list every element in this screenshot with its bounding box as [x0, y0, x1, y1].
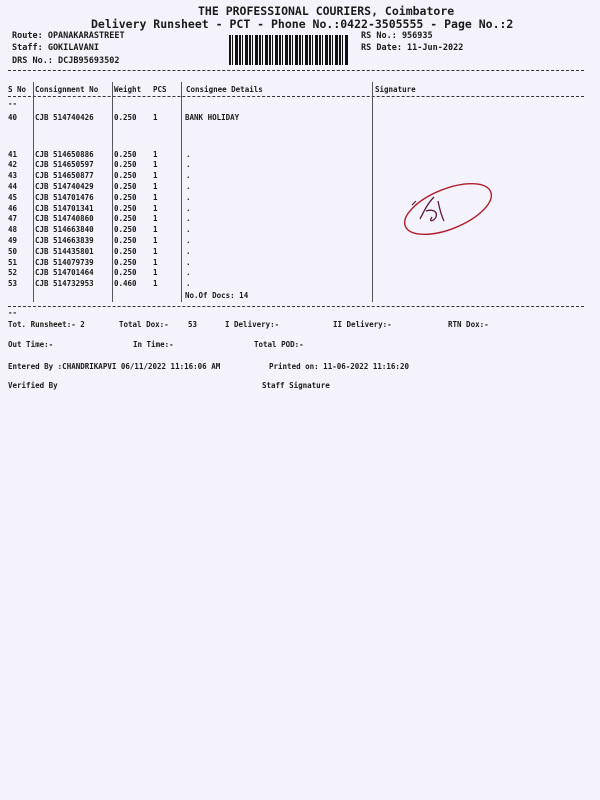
row-sno: 53 — [8, 279, 18, 288]
row-sno: 49 — [8, 236, 18, 245]
rs-number: RS No.: 956935 — [361, 31, 433, 41]
row-details: . — [186, 214, 191, 223]
out-time: Out Time:- — [8, 340, 54, 349]
row-pcs: 1 — [153, 160, 158, 169]
row-weight: 0.250 — [114, 171, 137, 180]
row-consignment: CJB 514740860 — [35, 214, 94, 223]
row-sno: 46 — [8, 204, 18, 213]
row-details: . — [186, 193, 191, 202]
row-consignment: CJB 514740429 — [35, 182, 94, 191]
row-consignment: CJB 514740426 — [35, 113, 94, 122]
row-pcs: 1 — [153, 258, 158, 267]
row-pcs: 1 — [153, 113, 158, 122]
barcode — [229, 35, 349, 65]
docs-count: No.Of Docs: 14 — [185, 291, 249, 300]
row-weight: 0.250 — [114, 150, 137, 159]
row-details: . — [186, 204, 191, 213]
row-weight: 0.250 — [114, 236, 137, 245]
row-consignment: CJB 514732953 — [35, 279, 94, 288]
staff-signature: Staff Signature — [262, 381, 330, 390]
column-line — [33, 82, 34, 302]
row-weight: 0.250 — [114, 113, 137, 122]
row-consignment: CJB 514650597 — [35, 160, 94, 169]
col-pcs: PCS — [153, 85, 167, 94]
runsheet-title: Delivery Runsheet - PCT - Phone No.:0422-3505555 - Page No.:2 — [91, 17, 514, 31]
total-dox-label: Total Dox:- — [119, 320, 169, 329]
col-sno: S No — [8, 85, 27, 94]
row-pcs: 1 — [153, 193, 158, 202]
row-sno: 51 — [8, 258, 18, 267]
col-details: Consignee Details — [186, 85, 263, 94]
row-sno: 52 — [8, 268, 18, 277]
row-pcs: 1 — [153, 268, 158, 277]
row-sno: 40 — [8, 113, 18, 122]
row-sno: 45 — [8, 193, 18, 202]
row-weight: 0.250 — [114, 247, 137, 256]
row-weight: 0.250 — [114, 258, 137, 267]
row-pcs: 1 — [153, 214, 158, 223]
row-details: . — [186, 150, 191, 159]
row-details: BANK HOLIDAY — [185, 113, 240, 122]
row-weight: 0.250 — [114, 204, 137, 213]
row-details: . — [186, 171, 191, 180]
col-consignment: Consignment No — [35, 85, 99, 94]
row-weight: 0.250 — [114, 160, 137, 169]
rtn-dox: RTN Dox:- — [448, 320, 489, 329]
staff-label: Staff: GOKILAVANI — [12, 43, 99, 53]
row-weight: 0.250 — [114, 225, 137, 234]
ii-delivery: II Delivery:- — [333, 320, 392, 329]
route-label: Route: OPANAKARASTREET — [12, 31, 125, 41]
row-sno: 44 — [8, 182, 18, 191]
i-delivery: I Delivery:- — [225, 320, 280, 329]
row-pcs: 1 — [153, 279, 158, 288]
row-weight: 0.250 — [114, 214, 137, 223]
dash-mark: -- — [8, 99, 18, 108]
row-weight: 0.460 — [114, 279, 137, 288]
row-consignment: CJB 514650886 — [35, 150, 94, 159]
row-sno: 50 — [8, 247, 18, 256]
drs-label: DRS No.: DCJB95693502 — [12, 56, 120, 66]
row-consignment: CJB 514650877 — [35, 171, 94, 180]
in-time: In Time:- — [133, 340, 174, 349]
divider — [8, 306, 584, 307]
total-pod: Total POD:- — [254, 340, 304, 349]
row-weight: 0.250 — [114, 182, 137, 191]
row-consignment: CJB 514701464 — [35, 268, 94, 277]
row-consignment: CJB 514701476 — [35, 193, 94, 202]
row-pcs: 1 — [153, 204, 158, 213]
row-consignment: CJB 514701341 — [35, 204, 94, 213]
row-consignment: CJB 514663839 — [35, 236, 94, 245]
divider — [8, 70, 584, 71]
entered-by: Entered By :CHANDRIKAPVI 06/11/2022 11:16:06 AM — [8, 362, 221, 371]
row-pcs: 1 — [153, 236, 158, 245]
row-details: . — [186, 247, 191, 256]
tot-runsheet: Tot. Runsheet:- 2 — [8, 320, 85, 329]
row-sno: 47 — [8, 214, 18, 223]
row-sno: 48 — [8, 225, 18, 234]
row-weight: 0.250 — [114, 268, 137, 277]
verified-by: Verified By — [8, 381, 58, 390]
row-details: . — [186, 268, 191, 277]
column-line — [372, 82, 373, 302]
col-weight: Weight — [114, 85, 142, 94]
row-sno: 43 — [8, 171, 18, 180]
row-pcs: 1 — [153, 182, 158, 191]
rs-date: RS Date: 11-Jun-2022 — [361, 43, 464, 53]
row-consignment: CJB 514435801 — [35, 247, 94, 256]
col-signature: Signature — [375, 85, 416, 94]
row-pcs: 1 — [153, 171, 158, 180]
row-details: . — [186, 258, 191, 267]
signature-mark — [398, 181, 498, 236]
row-consignment: CJB 514079739 — [35, 258, 94, 267]
dash-mark: -- — [8, 308, 18, 317]
row-sno: 41 — [8, 150, 18, 159]
row-details: . — [186, 236, 191, 245]
column-line — [181, 82, 182, 302]
row-pcs: 1 — [153, 247, 158, 256]
row-pcs: 1 — [153, 150, 158, 159]
printed-on: Printed on: 11-06-2022 11:16:20 — [269, 362, 409, 371]
row-pcs: 1 — [153, 225, 158, 234]
row-details: . — [186, 160, 191, 169]
row-consignment: CJB 514663840 — [35, 225, 94, 234]
row-details: . — [186, 182, 191, 191]
company-title: THE PROFESSIONAL COURIERS, Coimbatore — [198, 4, 455, 18]
divider — [8, 96, 584, 97]
row-weight: 0.250 — [114, 193, 137, 202]
row-details: . — [186, 225, 191, 234]
total-dox-value: 53 — [188, 320, 198, 329]
row-sno: 42 — [8, 160, 18, 169]
row-details: . — [186, 279, 191, 288]
column-line — [112, 82, 113, 302]
